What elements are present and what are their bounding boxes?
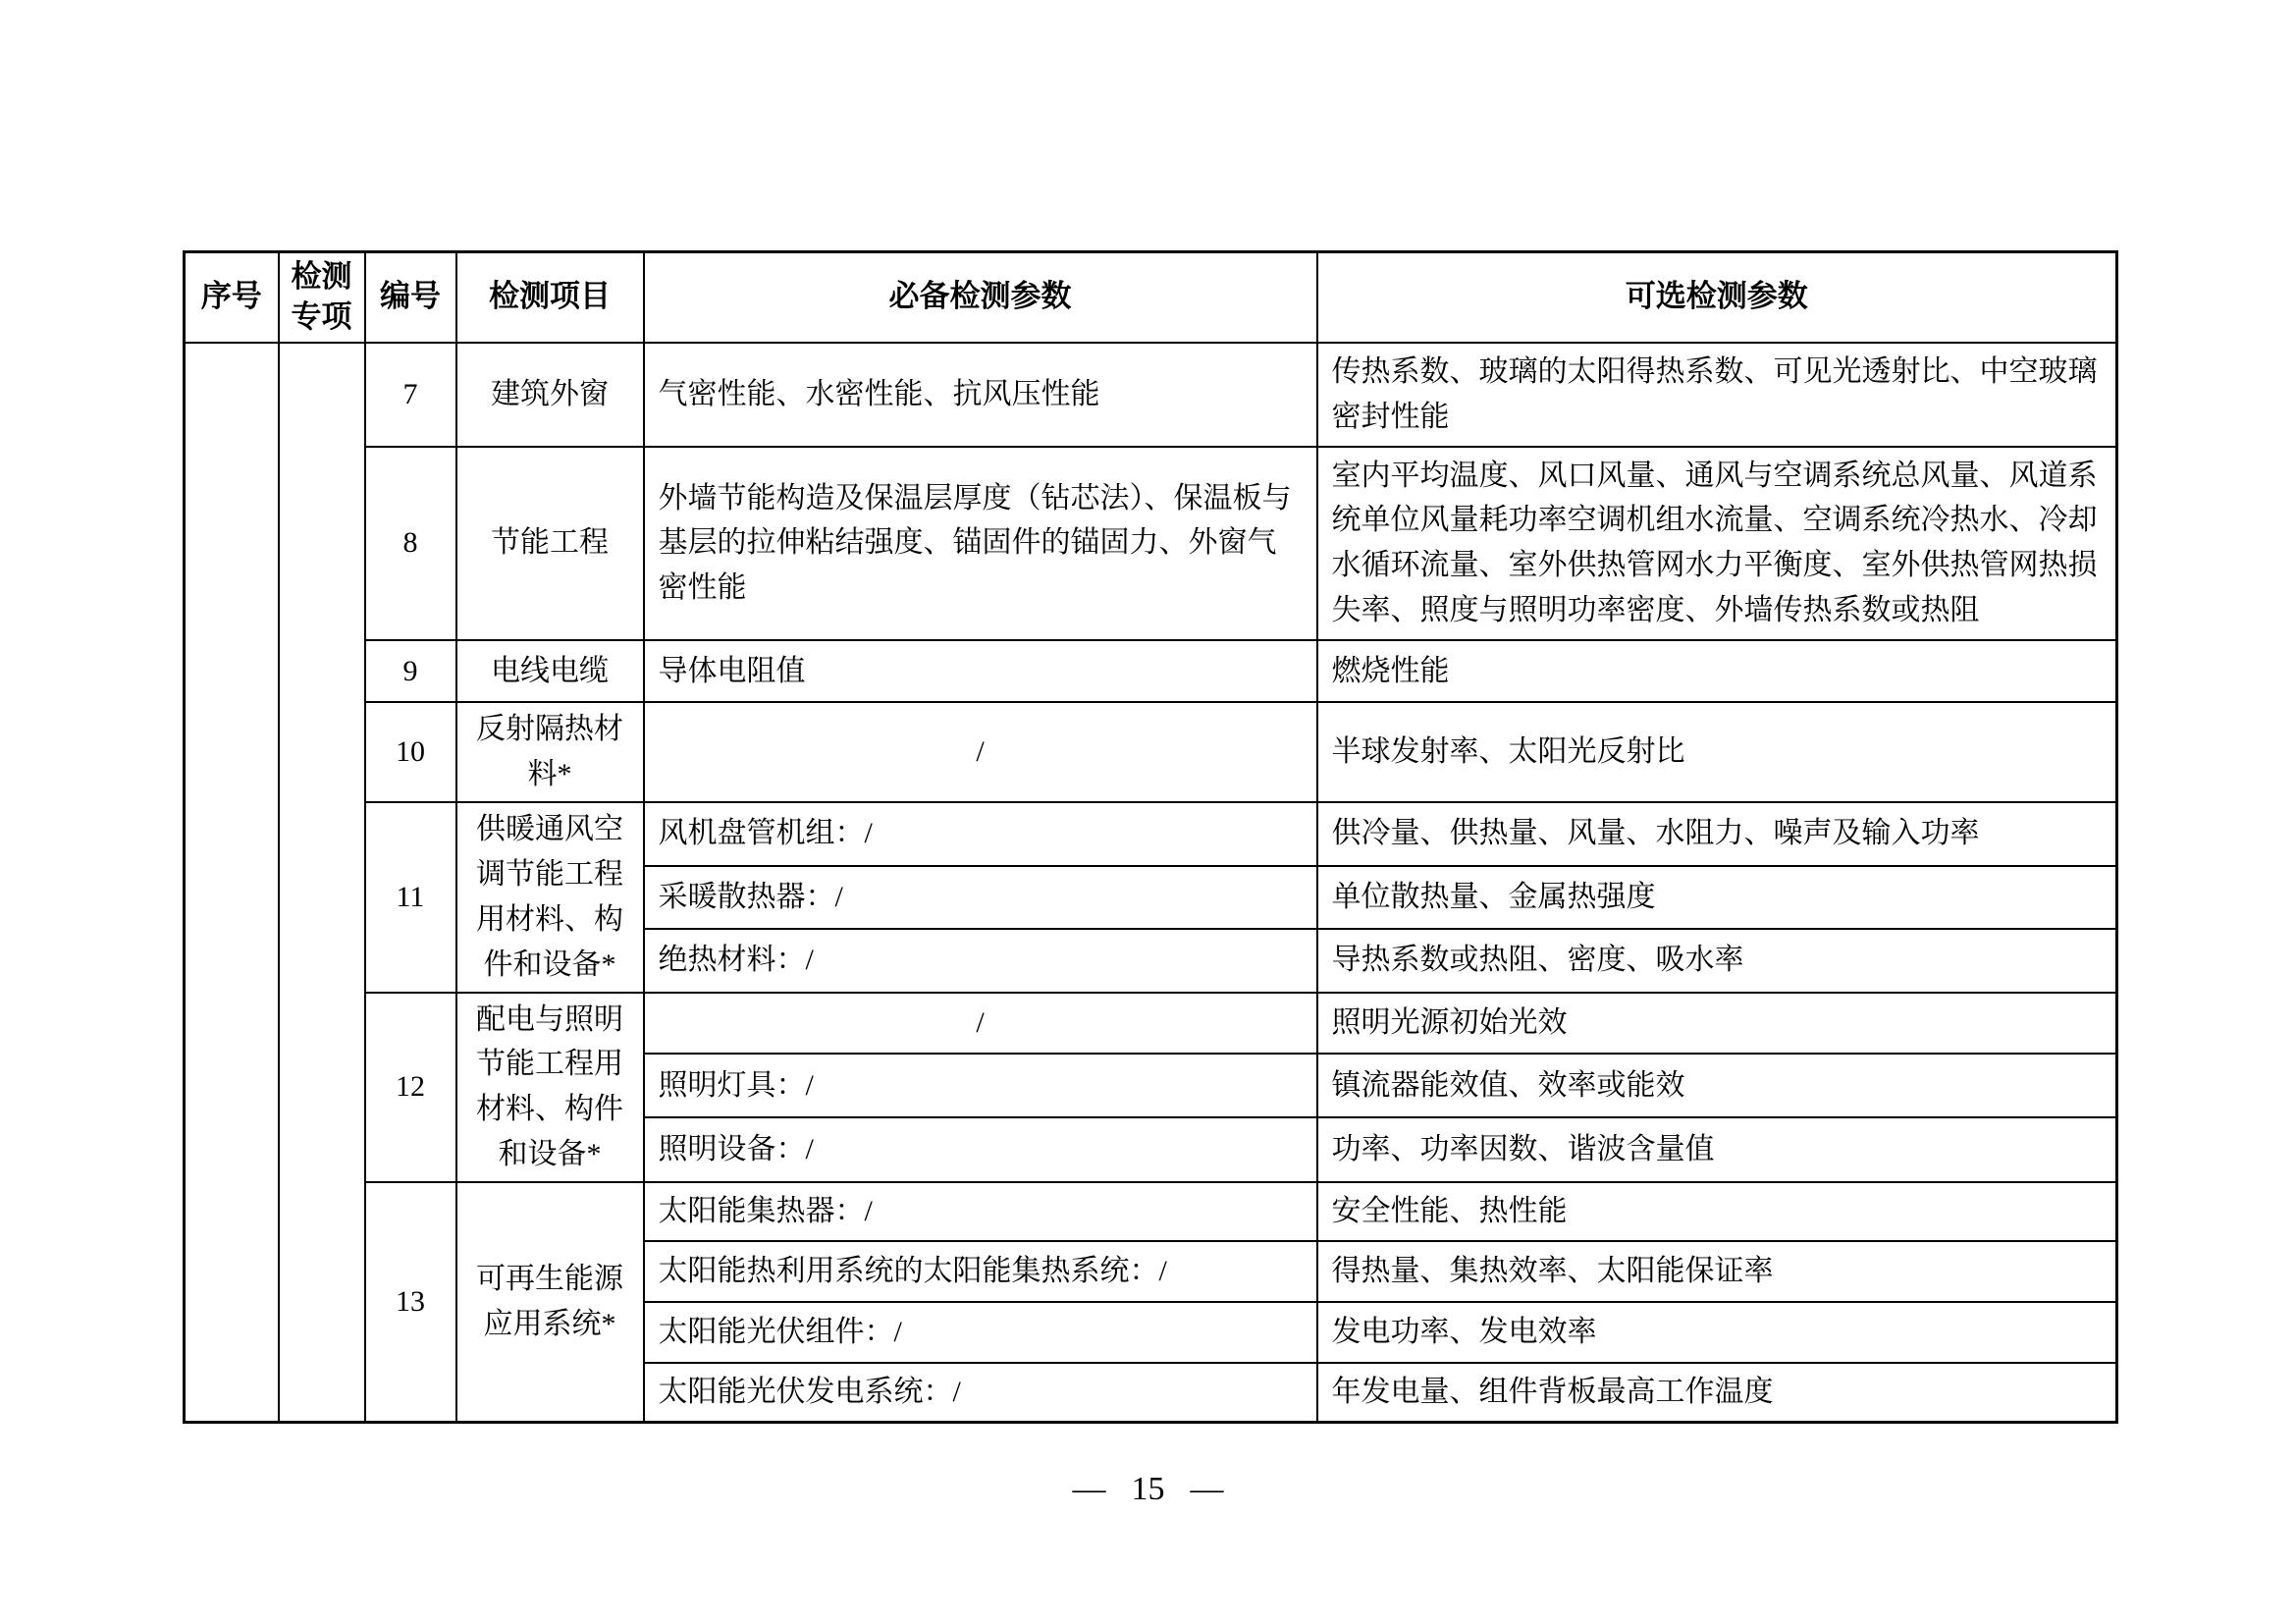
optional-parameters-cell: 室内平均温度、风口风量、通风与空调系统总风量、风道系统单位风量耗功率空调机组水流量、空调系统冷热水、冷却水循环流量、室外供热管网水力平衡度、室外供热管网热损失率、照度与照明功率密度、外墙传热系数或热阻 bbox=[1317, 447, 2117, 641]
optional-parameters-cell: 照明光源初始光效 bbox=[1317, 993, 2117, 1055]
table-row bbox=[185, 640, 2117, 702]
inspection-item-cell: 建筑外窗 bbox=[456, 343, 644, 447]
required-parameters-cell: 照明灯具：/ bbox=[644, 1054, 1317, 1117]
inspection-special-merged-cell bbox=[279, 343, 365, 1423]
required-parameters-cell: 太阳能光伏发电系统：/ bbox=[644, 1363, 1317, 1422]
serial-number-merged-cell bbox=[185, 343, 279, 1423]
optional-parameters-cell: 燃烧性能 bbox=[1317, 640, 2117, 702]
required-parameters-cell: 导体电阻值 bbox=[644, 640, 1317, 702]
inspection-item-cell: 节能工程 bbox=[456, 447, 644, 641]
item-number-cell: 13 bbox=[365, 1182, 456, 1422]
required-parameters-cell: 采暖散热器：/ bbox=[644, 866, 1317, 929]
inspection-item-cell: 供暖通风空调节能工程用材料、构件和设备* bbox=[456, 802, 644, 993]
required-parameters-cell: / bbox=[644, 993, 1317, 1055]
optional-parameters-cell: 镇流器能效值、效率或能效 bbox=[1317, 1054, 2117, 1117]
optional-parameters-cell: 功率、功率因数、谐波含量值 bbox=[1317, 1117, 2117, 1182]
required-parameters-cell: 绝热材料：/ bbox=[644, 929, 1317, 993]
required-parameters-cell: 照明设备：/ bbox=[644, 1117, 1317, 1182]
inspection-item-cell: 反射隔热材料* bbox=[456, 702, 644, 802]
header-serial-number: 序号 bbox=[185, 252, 279, 343]
optional-parameters-cell: 半球发射率、太阳光反射比 bbox=[1317, 702, 2117, 802]
item-number-cell: 10 bbox=[365, 702, 456, 802]
item-number-cell: 7 bbox=[365, 343, 456, 447]
table-row bbox=[185, 343, 2117, 447]
item-number-cell: 9 bbox=[365, 640, 456, 702]
item-number-cell: 11 bbox=[365, 802, 456, 993]
inspection-item-cell: 电线电缆 bbox=[456, 640, 644, 702]
optional-parameters-cell: 供冷量、供热量、风量、水阻力、噪声及输入功率 bbox=[1317, 802, 2117, 866]
item-number-cell: 8 bbox=[365, 447, 456, 641]
table-header-row bbox=[185, 252, 2117, 343]
footer-dash-left: — bbox=[1072, 1471, 1106, 1507]
optional-parameters-cell: 传热系数、玻璃的太阳得热系数、可见光透射比、中空玻璃密封性能 bbox=[1317, 343, 2117, 447]
required-parameters-cell: 太阳能光伏组件：/ bbox=[644, 1302, 1317, 1363]
required-parameters-cell: 太阳能集热器：/ bbox=[644, 1182, 1317, 1241]
footer-dash-right: — bbox=[1190, 1471, 1224, 1507]
inspection-item-cell: 配电与照明节能工程用材料、构件和设备* bbox=[456, 993, 644, 1183]
header-optional-parameters: 可选检测参数 bbox=[1317, 252, 2117, 343]
header-inspection-item: 检测项目 bbox=[456, 252, 644, 343]
table-row bbox=[185, 447, 2117, 641]
item-number-cell: 12 bbox=[365, 993, 456, 1183]
table-row bbox=[185, 1182, 2117, 1241]
header-inspection-special: 检测专项 bbox=[279, 252, 365, 343]
inspection-item-cell: 可再生能源应用系统* bbox=[456, 1182, 644, 1422]
page-number: 15 bbox=[1131, 1471, 1165, 1507]
optional-parameters-cell: 安全性能、热性能 bbox=[1317, 1182, 2117, 1241]
required-parameters-cell: 太阳能热利用系统的太阳能集热系统：/ bbox=[644, 1241, 1317, 1302]
optional-parameters-cell: 单位散热量、金属热强度 bbox=[1317, 866, 2117, 929]
inspection-parameters-table bbox=[183, 250, 2118, 1424]
required-parameters-cell: 外墙节能构造及保温层厚度（钻芯法）、保温板与基层的拉伸粘结强度、锚固件的锚固力、外窗气密性能 bbox=[644, 447, 1317, 641]
optional-parameters-cell: 发电功率、发电效率 bbox=[1317, 1302, 2117, 1363]
table-row bbox=[185, 702, 2117, 802]
optional-parameters-cell: 年发电量、组件背板最高工作温度 bbox=[1317, 1363, 2117, 1422]
required-parameters-cell: 气密性能、水密性能、抗风压性能 bbox=[644, 343, 1317, 447]
table-row bbox=[185, 993, 2117, 1055]
optional-parameters-cell: 导热系数或热阻、密度、吸水率 bbox=[1317, 929, 2117, 993]
header-item-number: 编号 bbox=[365, 252, 456, 343]
table-row bbox=[185, 802, 2117, 866]
required-parameters-cell: / bbox=[644, 702, 1317, 802]
required-parameters-cell: 风机盘管机组：/ bbox=[644, 802, 1317, 866]
page-footer bbox=[0, 1471, 2296, 1508]
optional-parameters-cell: 得热量、集热效率、太阳能保证率 bbox=[1317, 1241, 2117, 1302]
header-required-parameters: 必备检测参数 bbox=[644, 252, 1317, 343]
